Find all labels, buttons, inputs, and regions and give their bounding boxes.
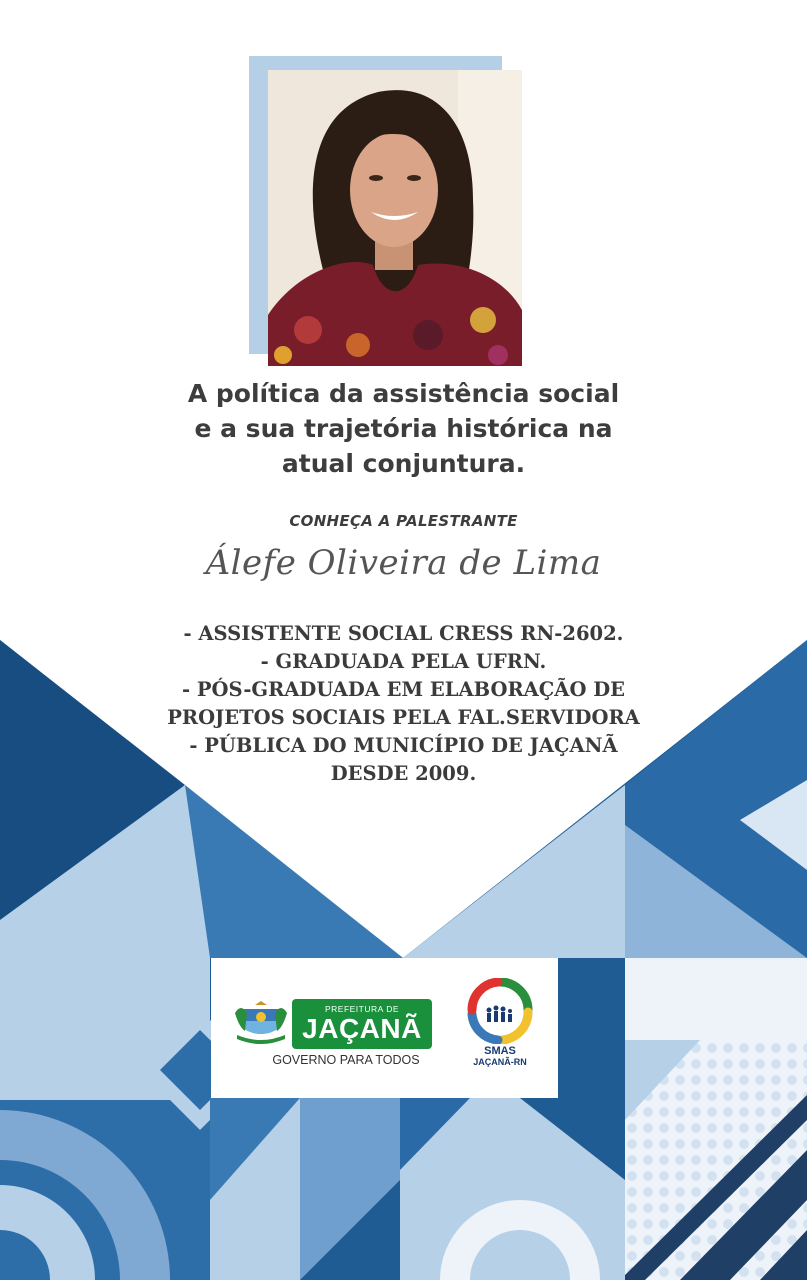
government-slogan: GOVERNO PARA TODOS — [272, 1053, 420, 1067]
smas-location: JAÇANÃ-RN — [473, 1057, 527, 1067]
speaker-kicker: CONHEÇA A PALESTRANTE — [289, 512, 518, 530]
prefeitura-name: JAÇANÃ — [302, 1013, 422, 1044]
smas-hands-icon — [465, 978, 535, 1044]
prefeitura-badge — [292, 999, 432, 1049]
smas-label: SMAS — [484, 1045, 516, 1057]
credential-line: - PÓS-GRADUADA EM ELABORAÇÃO DE — [182, 678, 625, 701]
credential-line: - ASSISTENTE SOCIAL CRESS RN-2602. — [183, 622, 624, 645]
speaker-name: Álefe Oliveira de Lima — [205, 543, 602, 583]
credential-line: PROJETOS SOCIAIS PELA FAL.SERVIDORA — [167, 706, 640, 729]
talk-title-line: A política da assistência social — [187, 379, 620, 408]
talk-title — [120, 376, 687, 481]
talk-title-line: atual conjuntura. — [281, 449, 526, 478]
credential-line: DESDE 2009. — [330, 762, 477, 785]
credential-line: - GRADUADA PELA UFRN. — [260, 650, 547, 673]
prefeitura-small-label: PREFEITURA DE — [324, 1004, 400, 1014]
municipal-crest-icon — [233, 1001, 289, 1047]
talk-title-line: e a sua trajetória histórica na — [194, 414, 613, 443]
sponsor-logos — [211, 958, 558, 1098]
speaker-credentials — [60, 620, 747, 788]
speaker-photo — [268, 70, 522, 366]
credential-line: - PÚBLICA DO MUNICÍPIO DE JAÇANÃ — [189, 734, 618, 757]
